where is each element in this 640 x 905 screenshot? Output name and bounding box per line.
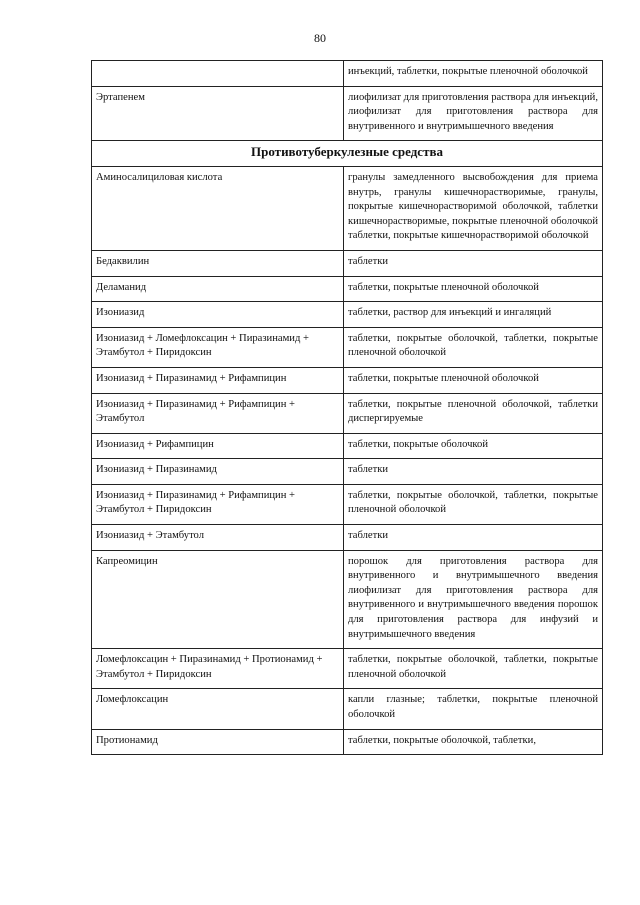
page-number: 80 bbox=[314, 31, 326, 45]
section-row bbox=[92, 141, 603, 167]
dosage-form-cell: таблетки bbox=[344, 459, 603, 485]
drug-name-cell: Протионамид bbox=[92, 729, 344, 755]
drug-name-cell: Капреомицин bbox=[92, 550, 344, 649]
table-row bbox=[92, 61, 603, 87]
table-row bbox=[92, 525, 603, 551]
dosage-form-cell: гранулы замедленного высвобождения для приема внутрь, гранулы кишечнорастворимые, гранулы, покрытые кишечнорастворимой оболочкой, таблетки кишечнорастворимые, покрытые пленочной оболочкой таблетки, покрытые кишечнорастворимой оболочкой bbox=[344, 166, 603, 250]
section-heading: Противотуберкулезные средства bbox=[92, 141, 603, 167]
dosage-form-cell: таблетки, покрытые пленочной оболочкой bbox=[344, 367, 603, 393]
dosage-form-cell: таблетки, покрытые пленочной оболочкой bbox=[344, 276, 603, 302]
dosage-form-cell: таблетки, покрытые оболочкой, таблетки, покрытые пленочной оболочкой bbox=[344, 649, 603, 689]
drug-name-cell: Изониазид + Пиразинамид bbox=[92, 459, 344, 485]
drug-name-cell: Аминосалициловая кислота bbox=[92, 166, 344, 250]
table-row bbox=[92, 729, 603, 755]
table-row bbox=[92, 433, 603, 459]
table-row bbox=[92, 367, 603, 393]
drug-name-cell: Изониазид + Этамбутол bbox=[92, 525, 344, 551]
drug-name-cell: Изониазид + Пиразинамид + Рифампицин + Этамбутол bbox=[92, 393, 344, 433]
drug-name-cell: Изониазид + Рифампицин bbox=[92, 433, 344, 459]
dosage-form-cell: инъекций, таблетки, покрытые пленочной оболочкой bbox=[344, 61, 603, 87]
table-row bbox=[92, 459, 603, 485]
dosage-form-cell: порошок для приготовления раствора для внутривенного и внутримышечного введения лиофилизат для приготовления раствора для внутривенного и внутримышечного введения порошок для приготовления раствора для инфузий и внутримышечного введения bbox=[344, 550, 603, 649]
drug-name-cell: Изониазид + Ломефлоксацин + Пиразинамид + Этамбутол + Пиридоксин bbox=[92, 327, 344, 367]
dosage-form-cell: таблетки, покрытые оболочкой, таблетки, bbox=[344, 729, 603, 755]
table-row bbox=[92, 276, 603, 302]
drug-name-cell: Изониазид bbox=[92, 302, 344, 328]
dosage-form-cell: лиофилизат для приготовления раствора для инъекций, лиофилизат для приготовления раствора для внутривенного и внутримышечного введения bbox=[344, 86, 603, 141]
drug-table bbox=[91, 60, 603, 755]
table-row bbox=[92, 649, 603, 689]
drug-name-cell: Изониазид + Пиразинамид + Рифампицин bbox=[92, 367, 344, 393]
table-row bbox=[92, 327, 603, 367]
drug-name-cell: Деламанид bbox=[92, 276, 344, 302]
table-row bbox=[92, 86, 603, 141]
table-row bbox=[92, 550, 603, 649]
drug-name-cell: Эртапенем bbox=[92, 86, 344, 141]
dosage-form-cell: таблетки, покрытые оболочкой, таблетки, покрытые пленочной оболочкой bbox=[344, 484, 603, 524]
dosage-form-cell: таблетки bbox=[344, 525, 603, 551]
table-row bbox=[92, 302, 603, 328]
drug-name-cell: Бедаквилин bbox=[92, 250, 344, 276]
dosage-form-cell: таблетки, покрытые оболочкой bbox=[344, 433, 603, 459]
table-row bbox=[92, 689, 603, 729]
drug-name-cell: Ломефлоксацин bbox=[92, 689, 344, 729]
dosage-form-cell: таблетки, покрытые пленочной оболочкой, таблетки диспергируемые bbox=[344, 393, 603, 433]
table-row bbox=[92, 166, 603, 250]
table-row bbox=[92, 393, 603, 433]
dosage-form-cell: таблетки, раствор для инъекций и ингаляций bbox=[344, 302, 603, 328]
drug-table-body bbox=[92, 61, 603, 755]
drug-name-cell: Ломефлоксацин + Пиразинамид + Протионамид + Этамбутол + Пиридоксин bbox=[92, 649, 344, 689]
dosage-form-cell: таблетки bbox=[344, 250, 603, 276]
drug-name-cell bbox=[92, 61, 344, 87]
dosage-form-cell: таблетки, покрытые оболочкой, таблетки, покрытые пленочной оболочкой bbox=[344, 327, 603, 367]
table-row bbox=[92, 484, 603, 524]
drug-name-cell: Изониазид + Пиразинамид + Рифампицин + Этамбутол + Пиридоксин bbox=[92, 484, 344, 524]
table-row bbox=[92, 250, 603, 276]
dosage-form-cell: капли глазные; таблетки, покрытые пленочной оболочкой bbox=[344, 689, 603, 729]
